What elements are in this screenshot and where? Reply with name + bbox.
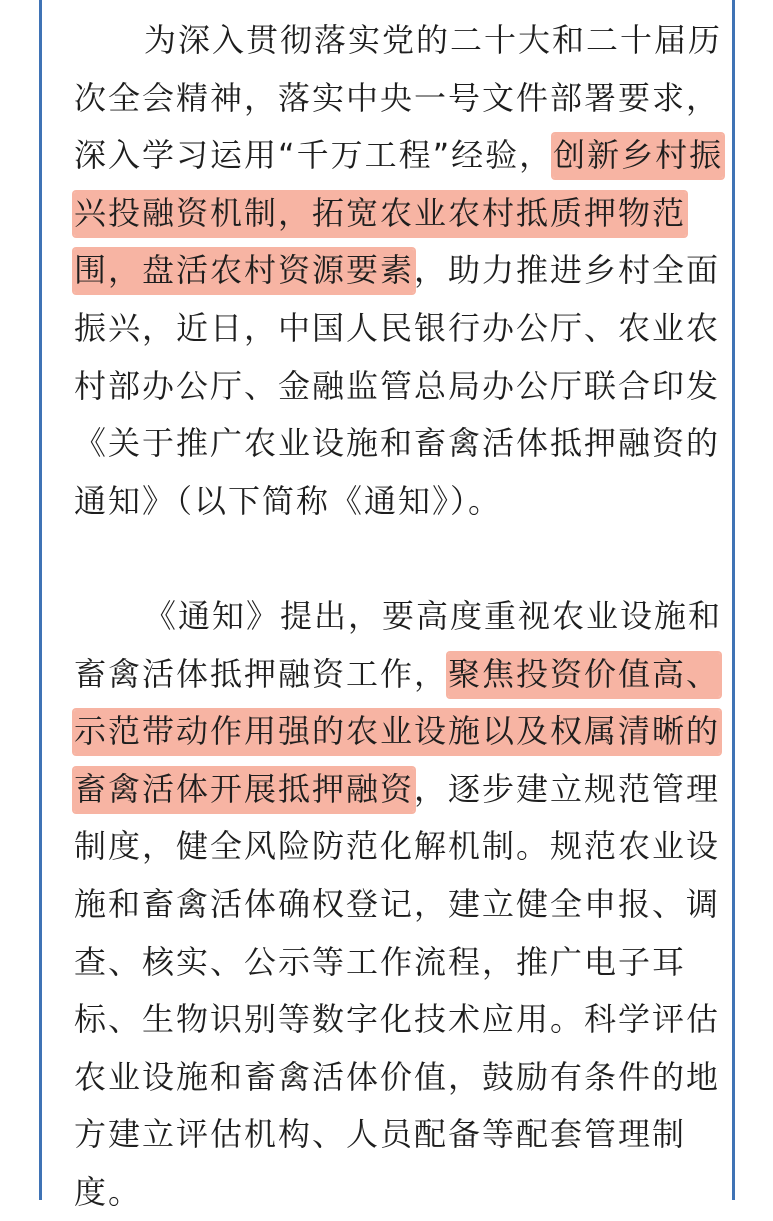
line-text: 通知》（以下简称《通知》）。	[74, 481, 503, 520]
right-frame-border	[732, 0, 735, 1200]
text-line	[74, 646, 721, 704]
text-line	[74, 300, 721, 358]
highlighted-text: 创新乡村振	[553, 134, 723, 178]
line-text: 度。	[74, 1172, 143, 1211]
text-line	[74, 991, 721, 1049]
highlighted-text: 围，盘活农村资源要素	[74, 249, 414, 293]
text-line	[74, 358, 721, 416]
line-text: 振兴，近日，中国人民银行办公厅、农业农	[74, 308, 721, 347]
left-frame-border	[39, 0, 42, 1200]
text-line	[74, 242, 721, 300]
line-text: 《关于推广农业设施和畜禽活体抵押融资的	[74, 424, 721, 463]
line-text: 《通知》提出，要高度重视农业设施和	[144, 596, 723, 635]
line-text: 农业设施和畜禽活体价值，鼓励有条件的地	[74, 1057, 721, 1096]
text-line	[74, 703, 721, 761]
line-text: 制度，健全风险防范化解机制。规范农业设	[74, 827, 721, 866]
text-line	[74, 876, 721, 934]
text-line	[74, 127, 724, 185]
line-text: 方建立评估机构、人员配备等配套管理制	[74, 1115, 687, 1154]
text-line	[74, 588, 723, 646]
text-line	[74, 1164, 714, 1221]
line-text: 查、核实、公示等工作流程，推广电子耳	[74, 942, 687, 981]
highlighted-text: 兴投融资机制，拓宽农业农村抵质押物范	[74, 192, 686, 236]
text-line	[74, 12, 723, 70]
line-text: 深入学习运用“千万工程”经验，	[74, 136, 554, 175]
highlighted-text: 示范带动作用强的农业设施以及权属清晰的	[74, 710, 720, 754]
paragraph-2	[74, 588, 723, 1221]
line-text: 村部办公厅、金融监管总局办公厅联合印发	[74, 366, 721, 405]
text-line	[74, 415, 721, 473]
text-line	[74, 1049, 721, 1107]
text-line	[74, 761, 721, 819]
line-text: 为深入贯彻落实党的二十大和二十届历	[144, 21, 723, 59]
text-line	[74, 1106, 714, 1164]
highlighted-text: 畜禽活体开展抵押融资	[74, 768, 414, 812]
line-text: 畜禽活体抵押融资工作，	[74, 654, 449, 693]
line-text: ，助力推进乡村全面	[414, 251, 721, 290]
text-line	[74, 70, 721, 128]
text-line	[74, 818, 721, 876]
paragraph-1	[74, 12, 724, 530]
text-line	[74, 934, 714, 992]
highlighted-text: 聚焦投资价值高、	[448, 653, 720, 697]
article-body	[74, 12, 724, 1221]
text-line	[74, 473, 714, 531]
paragraph-spacer	[74, 530, 714, 588]
line-text: 施和畜禽活体确权登记，建立健全申报、调	[74, 884, 721, 923]
text-line	[74, 185, 714, 243]
line-text: 次全会精神，落实中央一号文件部署要求，	[74, 78, 721, 117]
line-text: ，逐步建立规范管理	[414, 769, 721, 808]
line-text: 标、生物识别等数字化技术应用。科学评估	[74, 1000, 721, 1039]
